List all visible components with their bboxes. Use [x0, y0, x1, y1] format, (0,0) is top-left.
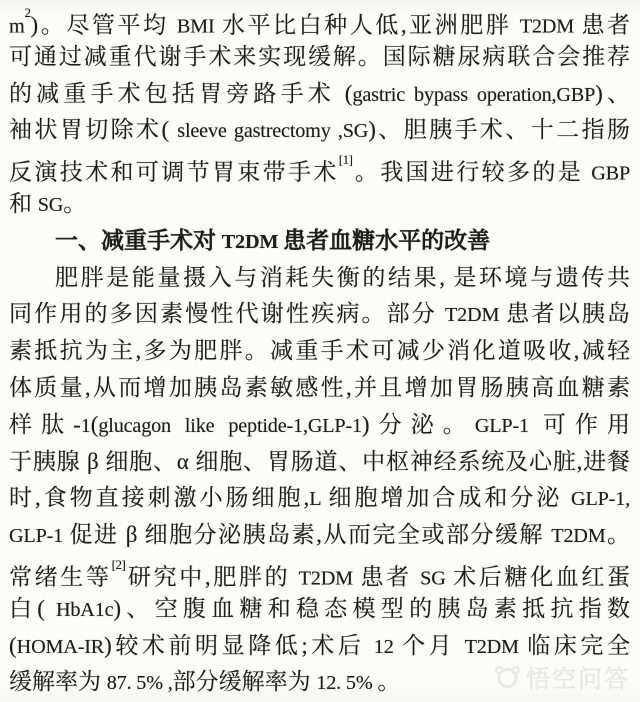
latin-term: T2DM: [519, 15, 582, 38]
latin-term: glucagon like peptide-1,GLP-1: [98, 414, 362, 437]
text-line: (HOMA-IR)较术前明显降低;术后 12 个月 T2DM 临床完全: [9, 632, 630, 658]
latin-term: GBP: [591, 162, 630, 185]
document-body: [9, 2, 630, 701]
latin-term: L: [309, 488, 329, 511]
text-line: 于胰腺 β 细胞、α 细胞、胃肠道、中枢神经系统及心脏,进餐: [9, 448, 630, 474]
latin-term: 12: [373, 635, 403, 658]
text-line: 缓解率为 87. 5% ,部分缓解率为 12. 5% 。: [9, 669, 401, 695]
latin-term: T2DM: [464, 635, 528, 658]
text-line: 常绪生等[2]研究中,肥胖的 T2DM 患者 SG 术后糖化血红蛋: [9, 556, 630, 590]
wukong-logo-icon: [494, 663, 521, 690]
latin-term: 12. 5%: [316, 672, 378, 695]
text-line: 肥胖是能量摄入与消耗失衡的结果, 是环境与遗传共: [55, 264, 630, 290]
citation-superscript: [1]: [338, 152, 353, 168]
latin-term: SG: [37, 193, 64, 216]
text-line: 样肽-1(glucagon like peptide-1,GLP-1)分泌。GLP-1 可作用: [9, 411, 630, 437]
watermark: [494, 659, 630, 694]
latin-term: SG: [420, 567, 454, 590]
latin-term: m: [9, 15, 25, 38]
latin-term: T2DM: [298, 567, 361, 590]
latin-term: T2DM: [551, 525, 606, 548]
latin-term: HbA1c: [55, 598, 114, 621]
section-heading: 一、减重手术对 T2DM 患者血糖水平的改善: [55, 227, 491, 253]
citation-superscript: 2: [24, 5, 31, 20]
latin-term: HOMA-IR: [16, 635, 105, 658]
citation-superscript: [2]: [111, 556, 126, 572]
latin-term: GLP-1: [9, 525, 70, 548]
latin-term: sleeve gastrectomy ,SG: [177, 120, 369, 143]
latin-term: 1: [80, 414, 91, 437]
text-line: 白( HbA1c)、空腹血糖和稳态模型的胰岛素抵抗指数: [9, 595, 630, 621]
watermark-text: 悟空问答: [526, 666, 630, 693]
latin-term: T2DM: [444, 304, 507, 327]
latin-term: GLP-1: [474, 414, 543, 437]
latin-term: 87. 5% ,: [106, 672, 173, 695]
text-line: 可通过减重代谢手术来实现缓解。国际糖尿病联合会推荐: [9, 43, 630, 69]
text-line: $m^2$)。尽管平均 BMI 水平比白种人低,亚洲肥胖 T2DM 患者: [9, 5, 630, 38]
text-line: 袖状胃切除术( sleeve gastrectomy ,SG)、胆胰手术、十二指肠: [9, 117, 630, 143]
text-line: GLP-1 促进 β 细胞分泌胰岛素,从而完全或部分缓解 T2DM。: [9, 522, 630, 548]
text-line: 时,食物直接刺激小肠细胞,L 细胞增加合成和分泌 GLP-1,: [9, 485, 630, 511]
latin-term: GLP-1,: [571, 488, 630, 511]
text-line: 同作用的多因素慢性代谢性疾病。部分 T2DM 患者以胰岛: [9, 301, 630, 327]
latin-term: BMI: [176, 15, 222, 38]
text-line: 素抵抗为主,多为肥胖。减重手术可减少消化道吸收,减轻: [9, 338, 630, 364]
text-line: 和 SG。: [9, 190, 87, 216]
text-line: 体质量,从而增加胰岛素敏感性,并且增加胃肠胰高血糖素: [9, 374, 630, 400]
latin-term: T2DM: [221, 230, 284, 253]
text-line: 反演技术和可调节胃束带手术[1]。我国进行较多的是 GBP: [9, 152, 630, 185]
text-line: 的减重手术包括胃旁路手术 (gastric bypass operation,GBP)、: [9, 80, 630, 106]
latin-term: gastric bypass operation,GBP: [352, 83, 596, 106]
